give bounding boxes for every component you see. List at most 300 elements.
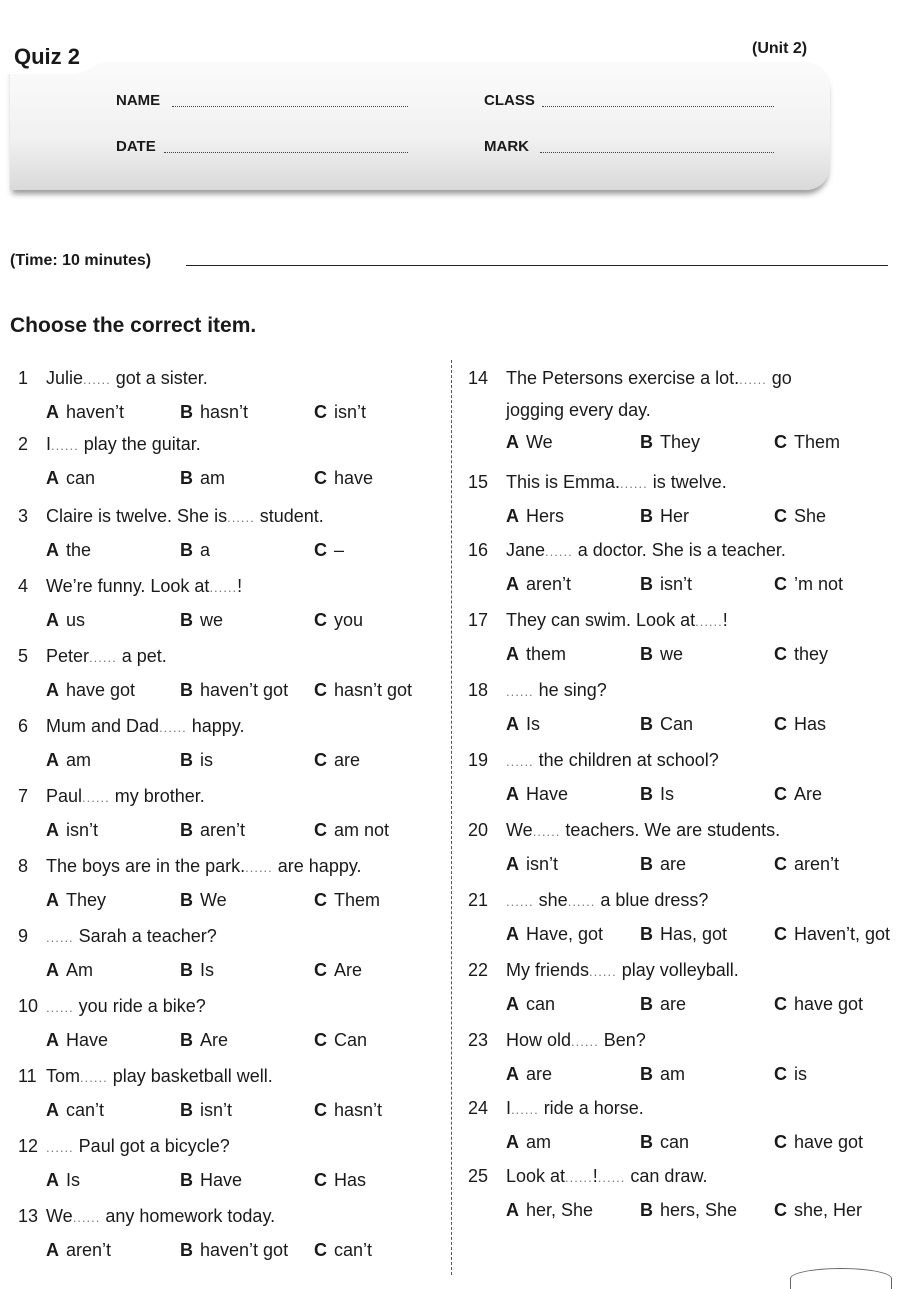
option-text: hasn’t	[200, 402, 249, 422]
stem-text: a blue dress?	[595, 890, 709, 910]
option-letter: A	[46, 1100, 59, 1120]
answer-blank[interactable]: ......	[51, 438, 79, 453]
answer-blank[interactable]: ......	[245, 860, 273, 875]
option-letter: A	[506, 1132, 519, 1152]
option-text: are	[660, 854, 687, 874]
answer-option-b[interactable]	[180, 540, 210, 561]
answer-option-c[interactable]	[774, 644, 828, 665]
question-stem	[46, 716, 244, 737]
answer-option-a[interactable]	[506, 1064, 552, 1085]
option-text: we	[660, 644, 684, 664]
answer-option-c[interactable]	[774, 854, 839, 875]
answer-option-a[interactable]	[46, 1170, 80, 1191]
answer-option-a[interactable]	[46, 540, 91, 561]
option-text: hasn’t	[334, 1100, 383, 1120]
answer-option-a[interactable]	[506, 506, 564, 527]
question-stem	[506, 1166, 707, 1187]
option-letter: B	[180, 1170, 193, 1190]
option-text: have	[334, 468, 374, 488]
answer-option-a[interactable]	[506, 714, 540, 735]
option-letter: B	[640, 574, 653, 594]
question-number: 8	[18, 856, 29, 876]
answer-option-c[interactable]	[314, 1170, 366, 1191]
option-text: ’m not	[794, 574, 844, 594]
option-text: aren’t	[66, 1240, 112, 1260]
stem-text: We’re funny. Look at	[46, 576, 210, 596]
option-text: have got	[794, 994, 864, 1014]
answer-option-c[interactable]	[314, 540, 344, 561]
question-number: 12	[18, 1136, 39, 1156]
answer-option-b[interactable]	[180, 402, 248, 423]
option-letter: A	[506, 924, 519, 944]
answer-option-c[interactable]	[774, 1200, 862, 1221]
answer-blank[interactable]: ......	[567, 894, 596, 909]
name-label: NAME	[116, 92, 161, 109]
question-number: 17	[468, 610, 489, 630]
option-letter: B	[180, 960, 193, 980]
answer-option-c[interactable]	[774, 1064, 807, 1085]
option-letter: A	[46, 680, 59, 700]
stem-text: Paul got a bicycle?	[73, 1136, 230, 1156]
stem-text: !	[592, 1166, 598, 1186]
option-text: them	[526, 644, 567, 664]
option-letter: A	[46, 960, 59, 980]
question-number: 20	[468, 820, 489, 840]
stem-text: can draw.	[625, 1166, 708, 1186]
option-letter: B	[640, 506, 653, 526]
option-letter: B	[180, 1030, 193, 1050]
question-number: 23	[468, 1030, 489, 1050]
option-letter: B	[180, 890, 193, 910]
answer-blank[interactable]: ......	[532, 824, 561, 839]
answer-option-c[interactable]	[774, 924, 890, 945]
option-letter: A	[46, 1030, 59, 1050]
question-number: 19	[468, 750, 489, 770]
answer-option-b[interactable]	[640, 574, 692, 595]
option-letter: C	[314, 610, 327, 630]
answer-option-a[interactable]	[506, 1200, 593, 1221]
answer-option-b[interactable]	[640, 714, 693, 735]
answer-option-a[interactable]	[46, 610, 85, 631]
answer-option-a[interactable]	[46, 890, 106, 911]
answer-blank[interactable]: ......	[511, 1102, 539, 1117]
option-text: Is	[66, 1170, 81, 1190]
question-stem	[506, 890, 708, 911]
question-number: 21	[468, 890, 489, 910]
stem-text: a doctor. She is a teacher.	[572, 540, 786, 560]
option-letter: B	[640, 784, 653, 804]
question-number: 2	[18, 434, 29, 454]
answer-option-c[interactable]	[314, 890, 380, 911]
option-text: Her	[660, 506, 690, 526]
answer-option-a[interactable]	[46, 1030, 108, 1051]
answer-option-a[interactable]	[506, 644, 566, 665]
option-text: she, Her	[794, 1200, 863, 1220]
option-letter: B	[640, 1132, 653, 1152]
question-stem	[46, 786, 205, 807]
answer-option-b[interactable]	[180, 960, 214, 981]
instruction-heading: Choose the correct item.	[10, 314, 257, 337]
option-text: Has, got	[660, 924, 728, 944]
option-letter: A	[506, 1200, 519, 1220]
option-letter: A	[506, 574, 519, 594]
option-letter: B	[640, 924, 653, 944]
answer-blank[interactable]: ......	[565, 1170, 593, 1185]
question-stem	[46, 576, 242, 597]
option-letter: A	[46, 468, 59, 488]
question-stem	[506, 1030, 646, 1051]
answer-blank[interactable]: ......	[209, 580, 238, 595]
answer-option-a[interactable]	[46, 468, 95, 489]
answer-option-b[interactable]	[180, 820, 245, 841]
option-text: Have, got	[526, 924, 604, 944]
answer-blank[interactable]: ......	[80, 1070, 108, 1085]
stem-text: They can swim. Look at	[506, 610, 696, 630]
answer-option-c[interactable]	[314, 1240, 372, 1261]
stem-text: Peter	[46, 646, 90, 666]
stem-text: she	[533, 890, 568, 910]
option-letter: B	[180, 1240, 193, 1260]
option-letter: C	[314, 540, 327, 560]
answer-option-c[interactable]	[774, 574, 843, 595]
option-text: isn’t	[66, 820, 99, 840]
stem-text: teachers. We are students.	[560, 820, 781, 840]
answer-blank[interactable]: ......	[545, 544, 573, 559]
stem-text: The Petersons exercise a lot.	[506, 368, 740, 388]
stem-text: Jane	[506, 540, 546, 560]
option-letter: B	[180, 680, 193, 700]
answer-option-a[interactable]	[46, 680, 135, 701]
answer-option-c[interactable]	[774, 994, 863, 1015]
mark-label: MARK	[484, 138, 529, 155]
answer-option-b[interactable]	[640, 1200, 737, 1221]
option-text: are	[334, 750, 361, 770]
answer-option-a[interactable]	[46, 820, 98, 841]
question-stem	[46, 506, 324, 527]
question-number: 5	[18, 646, 29, 666]
answer-option-b[interactable]	[640, 854, 686, 875]
option-letter: C	[774, 1200, 787, 1220]
answer-option-a[interactable]	[506, 1132, 551, 1153]
answer-blank[interactable]: ......	[506, 684, 534, 699]
answer-option-a[interactable]	[46, 1100, 104, 1121]
question-stem	[506, 680, 607, 701]
option-text: Can	[334, 1030, 368, 1050]
answer-option-a[interactable]	[506, 924, 603, 945]
answer-option-c[interactable]	[314, 1030, 367, 1051]
option-letter: C	[774, 574, 787, 594]
stem-text: play basketball well.	[107, 1066, 273, 1086]
answer-option-b[interactable]	[640, 432, 700, 453]
page-corner-mark	[790, 1268, 892, 1289]
stem-text: My friends	[506, 960, 590, 980]
answer-blank[interactable]: ......	[46, 930, 74, 945]
option-letter: A	[46, 750, 59, 770]
option-text: haven’t got	[200, 680, 289, 700]
answer-option-b[interactable]	[640, 924, 727, 945]
stem-text: happy.	[186, 716, 245, 736]
option-text: am	[660, 1064, 686, 1084]
option-letter: C	[314, 1170, 327, 1190]
name-field[interactable]	[172, 106, 408, 107]
option-text: Hers	[526, 506, 565, 526]
answer-blank[interactable]: ......	[159, 720, 187, 735]
option-text: the	[66, 540, 92, 560]
answer-option-b[interactable]	[640, 994, 686, 1015]
option-text: can	[660, 1132, 690, 1152]
stem-text: are happy.	[272, 856, 362, 876]
date-field[interactable]	[164, 152, 408, 153]
question-stem-continued: jogging every day.	[506, 400, 651, 420]
option-letter: B	[180, 1100, 193, 1120]
option-text: Have	[66, 1030, 109, 1050]
answer-option-c[interactable]	[314, 610, 363, 631]
answer-blank[interactable]: ......	[89, 650, 117, 665]
option-letter: A	[506, 1064, 519, 1084]
answer-option-b[interactable]	[180, 890, 227, 911]
question-number: 24	[468, 1098, 489, 1118]
option-letter: C	[314, 402, 327, 422]
answer-blank[interactable]: ......	[739, 372, 767, 387]
answer-option-b[interactable]	[640, 644, 683, 665]
answer-option-b[interactable]	[180, 1030, 228, 1051]
answer-option-b[interactable]	[180, 468, 225, 489]
option-letter: C	[314, 468, 327, 488]
answer-blank[interactable]: ......	[83, 372, 111, 387]
stem-text: How old	[506, 1030, 572, 1050]
answer-option-a[interactable]	[506, 432, 553, 453]
option-text: her, She	[526, 1200, 594, 1220]
answer-option-c[interactable]	[774, 506, 826, 527]
answer-option-b[interactable]	[640, 784, 674, 805]
option-text: haven’t got	[200, 1240, 289, 1260]
option-text: aren’t	[200, 820, 246, 840]
option-text: Are	[334, 960, 363, 980]
column-divider	[451, 360, 452, 1275]
question-number: 3	[18, 506, 29, 526]
option-text: Them	[334, 890, 381, 910]
answer-blank[interactable]: ......	[506, 754, 534, 769]
option-text: Is	[526, 714, 541, 734]
answer-option-c[interactable]	[314, 680, 412, 701]
option-letter: C	[314, 1240, 327, 1260]
option-letter: C	[774, 1132, 787, 1152]
answer-option-c[interactable]	[314, 468, 373, 489]
option-letter: B	[640, 1064, 653, 1084]
option-text: Are	[794, 784, 823, 804]
stem-text: the children at school?	[533, 750, 719, 770]
question-number: 13	[18, 1206, 39, 1226]
question-stem	[506, 610, 728, 631]
stem-text: play volleyball.	[616, 960, 739, 980]
question-stem	[46, 1206, 275, 1227]
date-label: DATE	[116, 138, 156, 155]
answer-option-a[interactable]	[506, 994, 555, 1015]
option-letter: A	[506, 432, 519, 452]
stem-text: you ride a bike?	[73, 996, 206, 1016]
question-number: 9	[18, 926, 29, 946]
question-number: 11	[18, 1066, 37, 1086]
answer-option-b[interactable]	[640, 1064, 685, 1085]
option-text: aren’t	[794, 854, 840, 874]
option-text: Has	[794, 714, 827, 734]
answer-blank[interactable]: ......	[695, 614, 723, 629]
option-text: Am	[66, 960, 93, 980]
option-letter: B	[640, 854, 653, 874]
stem-text: ride a horse.	[538, 1098, 644, 1118]
stem-text: Look at	[506, 1166, 566, 1186]
stem-text: Ben?	[598, 1030, 646, 1050]
question-number: 10	[18, 996, 39, 1016]
answer-option-c[interactable]	[314, 820, 389, 841]
stem-text: Tom	[46, 1066, 81, 1086]
option-text: She	[794, 506, 827, 526]
option-text: can	[66, 468, 96, 488]
answer-blank[interactable]: ......	[620, 476, 648, 491]
option-text: hasn’t got	[334, 680, 413, 700]
question-number: 15	[468, 472, 489, 492]
option-letter: B	[180, 540, 193, 560]
option-letter: A	[46, 820, 59, 840]
option-letter: A	[506, 854, 519, 874]
option-letter: B	[640, 714, 653, 734]
class-field[interactable]	[542, 106, 774, 107]
class-label: CLASS	[484, 92, 535, 109]
option-letter: C	[774, 924, 787, 944]
answer-blank[interactable]: ......	[72, 1210, 101, 1225]
option-text: Has	[334, 1170, 367, 1190]
answer-option-a[interactable]	[46, 750, 91, 771]
option-text: am	[200, 468, 226, 488]
answer-option-c[interactable]	[774, 432, 840, 453]
answer-option-c[interactable]	[774, 1132, 863, 1153]
answer-option-b[interactable]	[640, 1132, 689, 1153]
option-text: can’t	[66, 1100, 105, 1120]
answer-option-c[interactable]	[314, 960, 362, 981]
option-letter: B	[180, 750, 193, 770]
option-text: Is	[200, 960, 215, 980]
answer-blank[interactable]: ......	[227, 510, 255, 525]
option-text: a	[200, 540, 211, 560]
option-letter: C	[314, 680, 327, 700]
time-rule	[186, 265, 888, 266]
stem-text: !	[722, 610, 728, 630]
option-letter: A	[506, 784, 519, 804]
option-letter: B	[180, 610, 193, 630]
question-stem	[506, 820, 780, 841]
stem-text: is twelve.	[647, 472, 727, 492]
option-letter: A	[506, 994, 519, 1014]
answer-blank[interactable]: ......	[589, 964, 617, 979]
option-text: am	[66, 750, 92, 770]
option-text: haven’t	[66, 402, 125, 422]
answer-blank[interactable]: ......	[46, 1140, 74, 1155]
answer-blank[interactable]: ......	[46, 1000, 74, 1015]
answer-option-b[interactable]	[180, 610, 223, 631]
option-letter: C	[314, 750, 327, 770]
option-letter: C	[774, 432, 787, 452]
option-text: they	[794, 644, 829, 664]
question-stem	[46, 646, 167, 667]
option-text: are	[526, 1064, 553, 1084]
option-text: aren’t	[526, 574, 572, 594]
option-text: Is	[660, 784, 675, 804]
option-text: They	[660, 432, 701, 452]
answer-blank[interactable]: ......	[82, 790, 110, 805]
option-text: am not	[334, 820, 390, 840]
answer-option-b[interactable]	[180, 750, 213, 771]
answer-option-c[interactable]	[314, 750, 360, 771]
answer-option-a[interactable]	[46, 402, 124, 423]
option-letter: B	[180, 402, 193, 422]
answer-option-a[interactable]	[46, 960, 93, 981]
question-stem	[46, 856, 362, 877]
answer-option-b[interactable]	[180, 680, 288, 701]
answer-option-c[interactable]	[774, 784, 822, 805]
option-letter: B	[180, 468, 193, 488]
option-text: am	[526, 1132, 552, 1152]
time-limit-label: (Time: 10 minutes)	[10, 252, 152, 269]
answer-option-c[interactable]	[314, 402, 366, 423]
option-letter: C	[314, 1100, 327, 1120]
stem-text: student.	[254, 506, 324, 526]
question-stem	[506, 960, 739, 981]
answer-blank[interactable]: ......	[597, 1170, 626, 1185]
option-text: isn’t	[200, 1100, 233, 1120]
option-letter: C	[314, 890, 327, 910]
option-text: We	[526, 432, 553, 452]
answer-option-c[interactable]	[314, 1100, 382, 1121]
option-letter: A	[46, 1240, 59, 1260]
option-text: isn’t	[334, 402, 367, 422]
answer-option-a[interactable]	[506, 854, 558, 875]
option-letter: B	[180, 820, 193, 840]
answer-option-b[interactable]	[180, 1170, 242, 1191]
answer-option-a[interactable]	[506, 574, 571, 595]
option-text: isn’t	[660, 574, 693, 594]
answer-blank[interactable]: ......	[571, 1034, 599, 1049]
answer-blank[interactable]: ......	[506, 894, 534, 909]
stem-text: This is Emma.	[506, 472, 621, 492]
answer-option-c[interactable]	[774, 714, 826, 735]
option-text: –	[334, 540, 345, 560]
answer-option-b[interactable]	[640, 506, 689, 527]
answer-option-b[interactable]	[180, 1240, 288, 1261]
stem-text: We	[46, 1206, 73, 1226]
option-letter: B	[640, 644, 653, 664]
option-letter: C	[774, 714, 787, 734]
question-stem	[506, 472, 727, 493]
answer-option-a[interactable]	[506, 784, 568, 805]
option-letter: C	[774, 854, 787, 874]
answer-option-a[interactable]	[46, 1240, 111, 1261]
question-number: 7	[18, 786, 29, 806]
student-info-panel	[10, 62, 830, 190]
mark-field[interactable]	[540, 152, 774, 153]
stem-text: Paul	[46, 786, 83, 806]
option-letter: C	[774, 506, 787, 526]
answer-option-b[interactable]	[180, 1100, 232, 1121]
stem-text: Sarah a teacher?	[73, 926, 217, 946]
option-text: Haven’t, got	[794, 924, 891, 944]
option-letter: A	[46, 610, 59, 630]
stem-text: I	[506, 1098, 512, 1118]
question-stem	[506, 750, 719, 771]
option-text: Them	[794, 432, 841, 452]
quiz-title: Quiz 2	[14, 44, 81, 69]
question-stem	[46, 926, 217, 947]
stem-text: my brother.	[109, 786, 205, 806]
